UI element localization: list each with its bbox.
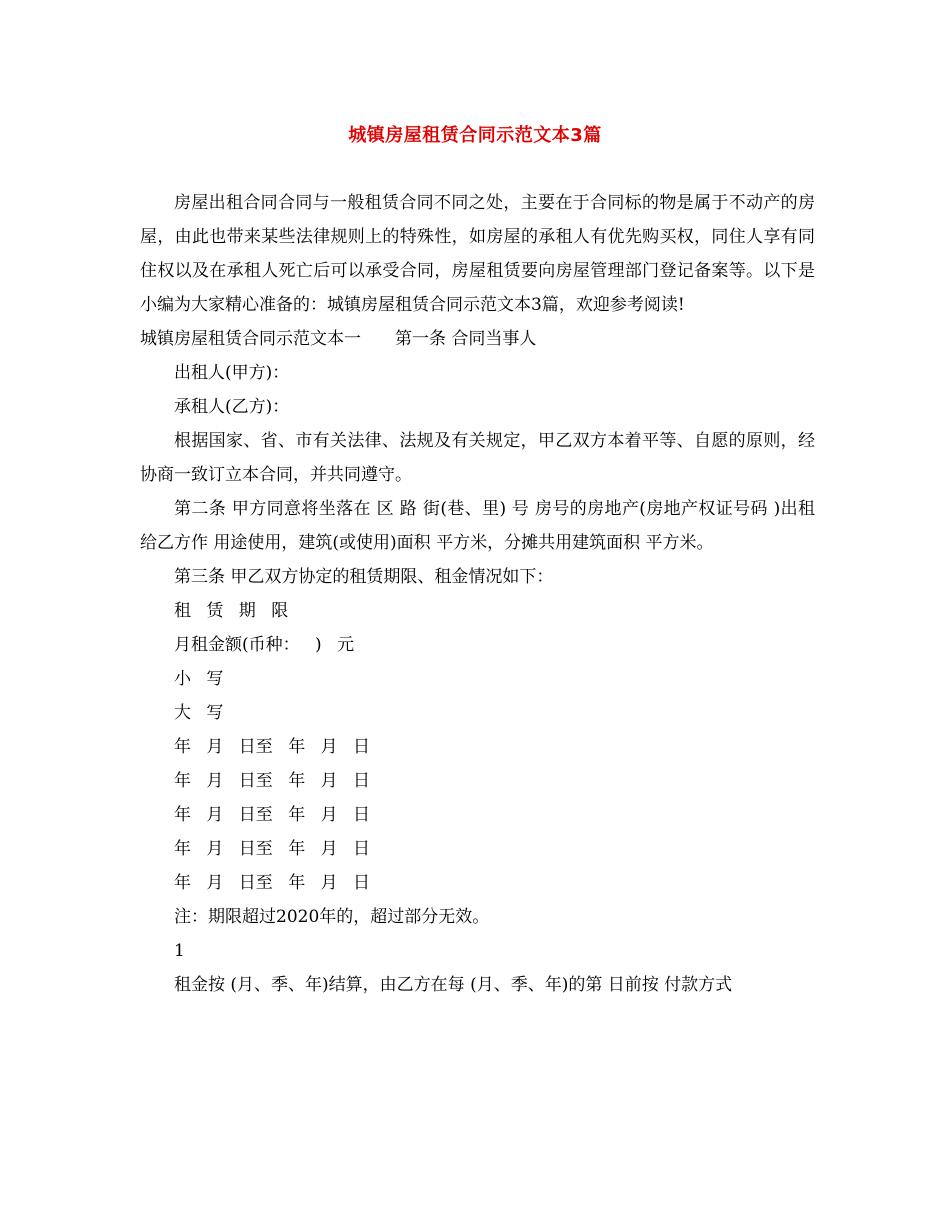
term-note: 注：期限超过2020年的，超过部分无效。 — [174, 907, 490, 927]
lessor-line: 出租人(甲方)： — [174, 363, 290, 383]
date-range-line: 年 月 日至 年 月 日 — [174, 771, 371, 791]
date-range-line: 年 月 日至 年 月 日 — [174, 737, 371, 757]
date-range-line: 年 月 日至 年 月 日 — [174, 873, 371, 893]
lowercase-amount-label: 小 写 — [174, 669, 224, 689]
article-two-paragraph: 第二条 甲方同意将坐落在 区 路 街(巷、里) 号 房号的房地产(房地产权证号码 )出租给乙方作 用途使用，建筑(或使用)面积 平方米，分摊共用建筑面积 平方米。 — [140, 499, 815, 553]
legal-basis-paragraph: 根据国家、省、市有关法律、法规及有关规定，甲乙双方本着平等、自愿的原则，经协商一致订立本合同，并共同遵守。 — [140, 431, 815, 485]
document-title: 城镇房屋租赁合同示范文本3篇 — [348, 125, 602, 146]
article-three-paragraph: 第三条 甲乙双方协定的租赁期限、租金情况如下： — [174, 567, 554, 587]
lessee-line: 承租人(乙方)： — [174, 397, 290, 417]
uppercase-amount-label: 大 写 — [174, 703, 224, 723]
monthly-rent-label: 月租金额(币种： ) 元 — [174, 635, 355, 655]
rent-settlement-paragraph: 租金按 (月、季、年)结算，由乙方在每 (月、季、年)的第 日前按 付款方式 — [174, 975, 733, 995]
page-number: 1 — [174, 941, 185, 961]
document-body — [140, 186, 815, 1002]
date-range-line: 年 月 日至 年 月 日 — [174, 839, 371, 859]
date-range-line: 年 月 日至 年 月 日 — [174, 805, 371, 825]
intro-paragraph: 房屋出租合同合同与一般租赁合同不同之处，主要在于合同标的物是属于不动产的房屋，由此也带来某些法律规则上的特殊性，如房屋的承租人有优先购买权，同住人享有同住权以及在承租人死亡后可以承受合同，房屋租赁要向房屋管理部门登记备案等。以下是小编为大家精心准备的：城镇房屋租赁合同示范文本3篇，欢迎参考阅读! — [140, 193, 815, 315]
section-heading-text-one: 城镇房屋租赁合同示范文本一 第一条 合同当事人 — [140, 329, 537, 349]
lease-term-label: 租 赁 期 限 — [174, 601, 289, 621]
